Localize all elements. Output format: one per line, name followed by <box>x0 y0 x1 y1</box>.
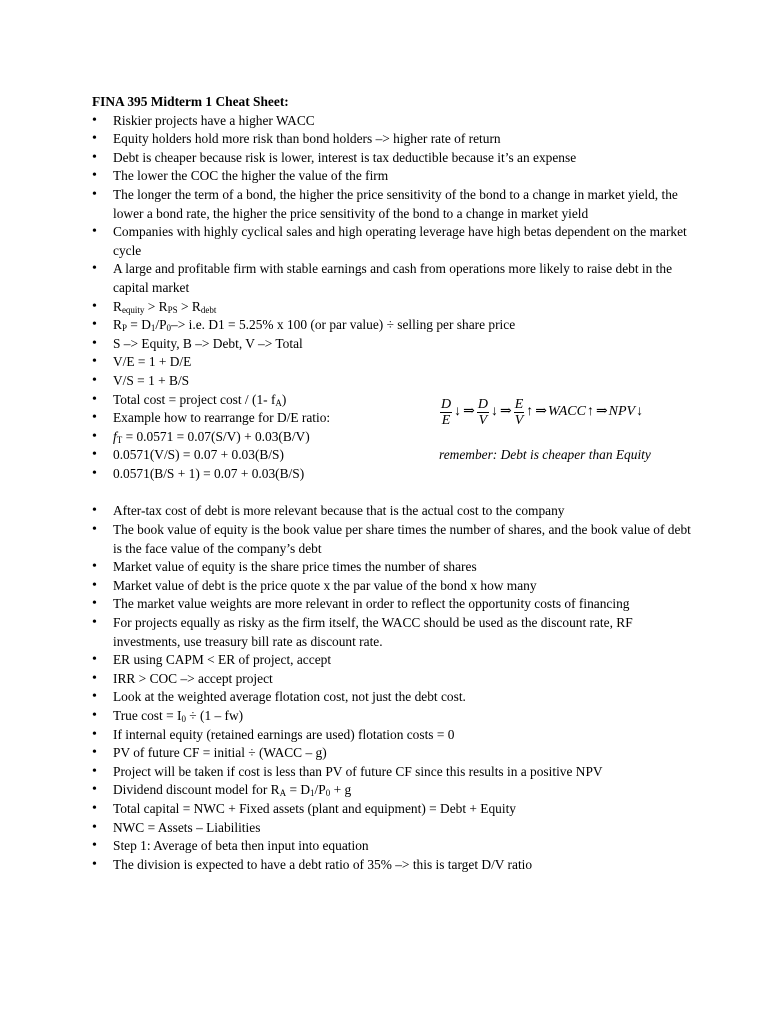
list-item: • NWC = Assets – Liabilities <box>92 819 692 838</box>
list-item: • The division is expected to have a debt ratio of 35% –> this is target D/V ratio <box>92 856 692 875</box>
list-item-ddm: • Dividend discount model for $R_A = D_1/P_0 + g$ <box>92 781 692 800</box>
list-item: • 0.0571(B/S + 1) = 0.07 + 0.03(B/S) <box>92 465 692 484</box>
list-item: • Step 1: Average of beta then input into equation <box>92 837 692 856</box>
wacc-label: WACC <box>548 404 586 420</box>
list-item: • IRR > COC –> accept project <box>92 670 692 689</box>
arrow-down-icon: ↓ <box>454 404 462 420</box>
implies-icon: ⇒ <box>535 404 548 420</box>
document-title: FINA 395 Midterm 1 Cheat Sheet: <box>92 94 289 109</box>
d-over-e-fraction: $\frac{D}{E}$ <box>441 397 452 428</box>
list-item: • Riskier projects have a higher WACC <box>92 112 692 131</box>
debt-cheaper-note: remember: Debt is cheaper than Equity <box>439 447 651 462</box>
list-item: • For projects equally as risky as the firm itself, the WACC should be used as the discount rate, RF investments, use treasury bill rate as discount rate. <box>92 614 692 651</box>
list-item: • Project will be taken if cost is less than PV of future CF since this results in a positive NPV <box>92 763 692 782</box>
list-item-true-cost: • True $\cos t = I_0 \div (1 - fw)$ <box>92 707 692 726</box>
list-item: • Look at the weighted average flotation cost, not just the debt cost. <box>92 688 692 707</box>
arrow-down-icon: ↓ <box>490 404 498 420</box>
list-item: • The longer the term of a bond, the higher the price sensitivity of the bond to a change in market yield, the lower a bond rate, the higher the price sensitivity of the bond to a change in market yield <box>92 186 692 223</box>
list-item-ft-formula: • $f_T = 0.0571 = 0.07(S/V) + 0.03(B/V)$ <box>92 428 692 447</box>
npv-label: NPV <box>608 404 636 420</box>
list-item: • Companies with highly cyclical sales and high operating leverage have high betas dependent on the market cycle <box>92 223 692 260</box>
implies-icon: ⇒ <box>499 404 512 420</box>
arrow-up-icon: ↑ <box>586 404 594 420</box>
bullet-list-2 <box>92 502 692 874</box>
arrow-up-icon: ↑ <box>526 404 534 420</box>
d-over-v-fraction: $\frac{D}{V}$ <box>477 397 488 428</box>
e-over-v-fraction: $\frac{E}{V}$ <box>514 397 524 428</box>
list-item: • 0.0571(V/S) = 0.07 + 0.03(B/S) <box>92 446 692 465</box>
arrow-down-icon: ↓ <box>636 404 644 420</box>
implies-icon: ⇒ <box>463 404 475 420</box>
list-item: • S –> Equity, B –> Debt, V –> Total <box>92 335 692 354</box>
implies-icon: ⇒ <box>595 404 608 420</box>
list-item: • Debt is cheaper because risk is lower, interest is tax deductible because it’s an expense <box>92 149 692 168</box>
list-item: • V/S = 1 + B/S <box>92 372 692 391</box>
leverage-wacc-npv-formula <box>439 397 644 428</box>
list-item: • The market value weights are more relevant in order to reflect the opportunity costs of financing <box>92 595 692 614</box>
list-item: • After-tax cost of debt is more relevant because that is the actual cost to the company <box>92 502 692 521</box>
list-item: • Example how to rearrange for D/E ratio: <box>92 409 692 428</box>
list-item: • A large and profitable firm with stable earnings and cash from operations more likely to raise debt in the capital market <box>92 260 692 297</box>
list-item-total-cost: • Total cost = project cost / (1- $f_A$) <box>92 391 692 410</box>
list-item: • PV of future CF = initial ÷ (WACC – g) <box>92 744 692 763</box>
list-item: • Total capital = NWC + Fixed assets (plant and equipment) = Debt + Equity <box>92 800 692 819</box>
list-item: • V/E = 1 + D/E <box>92 353 692 372</box>
list-item: • The lower the COC the higher the value of the firm <box>92 167 692 186</box>
list-item: • Market value of equity is the share price times the number of shares <box>92 558 692 577</box>
list-item-rate-order: • $R_{equity} > R_{PS} > R_{debt}$ <box>92 298 692 317</box>
list-item: • If internal equity (retained earnings are used) flotation costs = 0 <box>92 726 692 745</box>
list-item: • The book value of equity is the book value per share times the number of shares, and the book value of debt is the face value of the company’s debt <box>92 521 692 558</box>
list-item: • ER using CAPM < ER of project, accept <box>92 651 692 670</box>
list-item: • Market value of debt is the price quote x the par value of the bond x how many <box>92 577 692 596</box>
cheat-sheet-page <box>92 93 692 874</box>
list-item-rp-formula: • $R_P = D_1/P_0-> i.e$. D1 = 5.25% x 100 (or par value) ÷ selling per share price <box>92 316 692 335</box>
list-item: • Equity holders hold more risk than bond holders –> higher rate of return <box>92 130 692 149</box>
